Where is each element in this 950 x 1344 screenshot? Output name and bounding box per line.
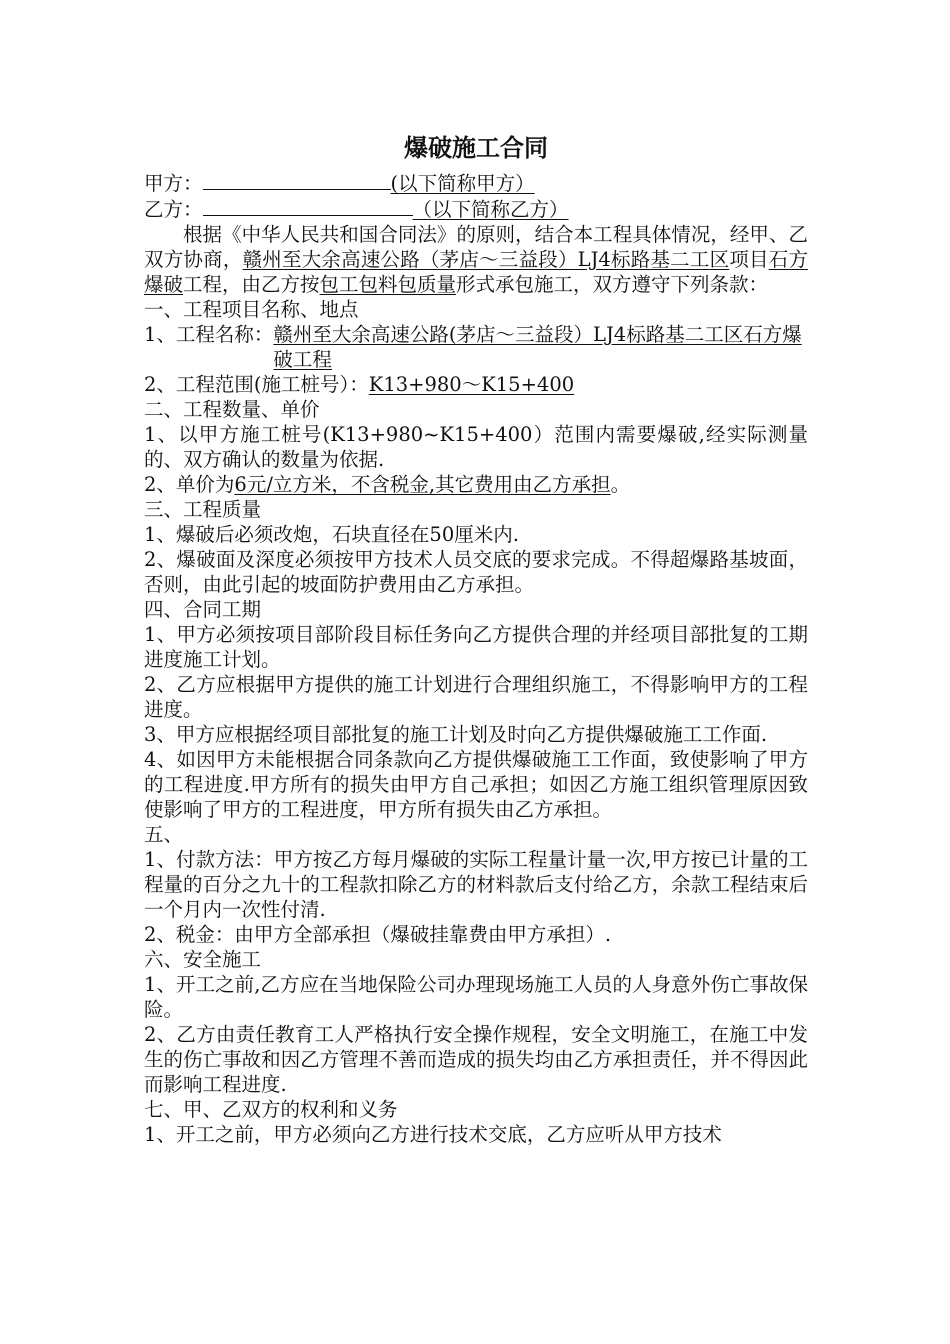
section-heading: 五、 [144, 823, 184, 846]
clause: 1、开工之前,乙方应在当地保险公司办理现场施工人员的人身意外伤亡事故保险。 [144, 973, 808, 1021]
project-scope-value: K13+980～K15+400 [368, 373, 575, 396]
clause: 1、以甲方施工桩号(K13+980~K15+400）范围内需要爆破,经实际测量的、双方确认的数量为依据. [144, 423, 808, 471]
party-a-label: 甲方： [144, 172, 203, 195]
party-a-blank[interactable] [203, 170, 391, 190]
unit-price-clause [144, 472, 808, 497]
contract-page [144, 132, 808, 1147]
clause: 1、付款方法：甲方按乙方每月爆破的实际工程量计量一次,甲方按已计量的工程量的百分之九十的工程款扣除乙方的材料款后支付给乙方，余款工程结束后一个月内一次性付清. [144, 848, 808, 921]
clause: 2、税金：由甲方全部承担（爆破挂靠费由甲方承担）. [144, 923, 612, 946]
unit-price-value: 6元/立方米，不含税金, [234, 473, 436, 496]
project-name-label: 1、工程名称： [144, 323, 274, 346]
project-scope-label: 2、工程范围(施工桩号）： [144, 373, 369, 396]
preamble-text: 项目 [729, 248, 769, 271]
preamble-work-type: 石方爆破 [144, 248, 808, 296]
other-cost-note: 其它费用由乙方承担 [435, 473, 611, 496]
section-heading: 七、甲、乙双方的权利和义务 [144, 1098, 398, 1121]
preamble-text: 根据《中华人民共和国合同法》的原则，结合本工程具体情况，经甲、乙双方协商， [144, 223, 808, 271]
party-b-line [144, 196, 808, 222]
section-heading: 二、工程数量、单价 [144, 398, 320, 421]
project-scope-row [144, 372, 808, 397]
document-title: 爆破施工合同 [404, 134, 548, 162]
project-name-row [144, 322, 808, 372]
preamble-project-name: 赣州至大余高速公路（茅店～三益段）LJ4标路基二工区 [242, 248, 730, 271]
section-heading: 一、工程项目名称、地点 [144, 298, 359, 321]
preamble-text: 形式承包施工，双方遵守下列条款： [456, 273, 769, 296]
preamble-contract-mode: 包工包料包质量 [319, 273, 457, 296]
clause: 1、甲方必须按项目部阶段目标任务向乙方提供合理的并经项目部批复的工期进度施工计划。 [144, 623, 808, 671]
section-heading: 四、合同工期 [144, 598, 262, 621]
clause: 3、甲方应根据经项目部批复的施工计划及时向乙方提供爆破施工工作面. [144, 723, 768, 746]
clause-text: 。 [610, 473, 631, 496]
party-a-note: (以下简称甲方） [390, 172, 535, 195]
party-a-field[interactable] [203, 172, 535, 195]
clause: 2、乙方由责任教育工人严格执行安全操作规程，安全文明施工，在施工中发生的伤亡事故和因乙方管理不善而造成的损失均由乙方承担责任，并不得因此而影响工程进度. [144, 1023, 808, 1096]
section-heading: 三、工程质量 [144, 498, 262, 521]
clause: 2、乙方应根据甲方提供的施工计划进行合理组织施工，不得影响甲方的工程进度。 [144, 673, 808, 721]
party-b-field[interactable] [203, 198, 569, 221]
clause: 1、开工之前，甲方必须向乙方进行技术交底，乙方应听从甲方技术 [144, 1123, 722, 1146]
clause: 4、如因甲方未能根据合同条款向乙方提供爆破施工工作面，致使影响了甲方的工程进度.甲方所有的损失由甲方自己承担；如因乙方施工组织管理原因致使影响了甲方的工程进度，甲方所有损失由乙方承担。 [144, 748, 808, 821]
clause: 2、爆破面及深度必须按甲方技术人员交底的要求完成。不得超爆路基坡面，否则，由此引起的坡面防护费用由乙方承担。 [144, 548, 808, 596]
clause-text: 2、单价为 [144, 473, 235, 496]
project-name-value: 赣州至大余高速公路(茅店～三益段）LJ4标路基二工区石方爆破工程 [273, 323, 802, 371]
party-b-label: 乙方： [144, 198, 203, 221]
party-b-note: （以下简称乙方） [412, 198, 569, 221]
section-heading: 六、安全施工 [144, 948, 262, 971]
preamble-text: 工程，由乙方按 [183, 273, 320, 296]
clause: 1、爆破后必须改炮，石块直径在50厘米内. [144, 523, 519, 546]
preamble [144, 222, 808, 297]
party-a-line [144, 170, 808, 196]
party-b-blank[interactable] [203, 196, 413, 216]
